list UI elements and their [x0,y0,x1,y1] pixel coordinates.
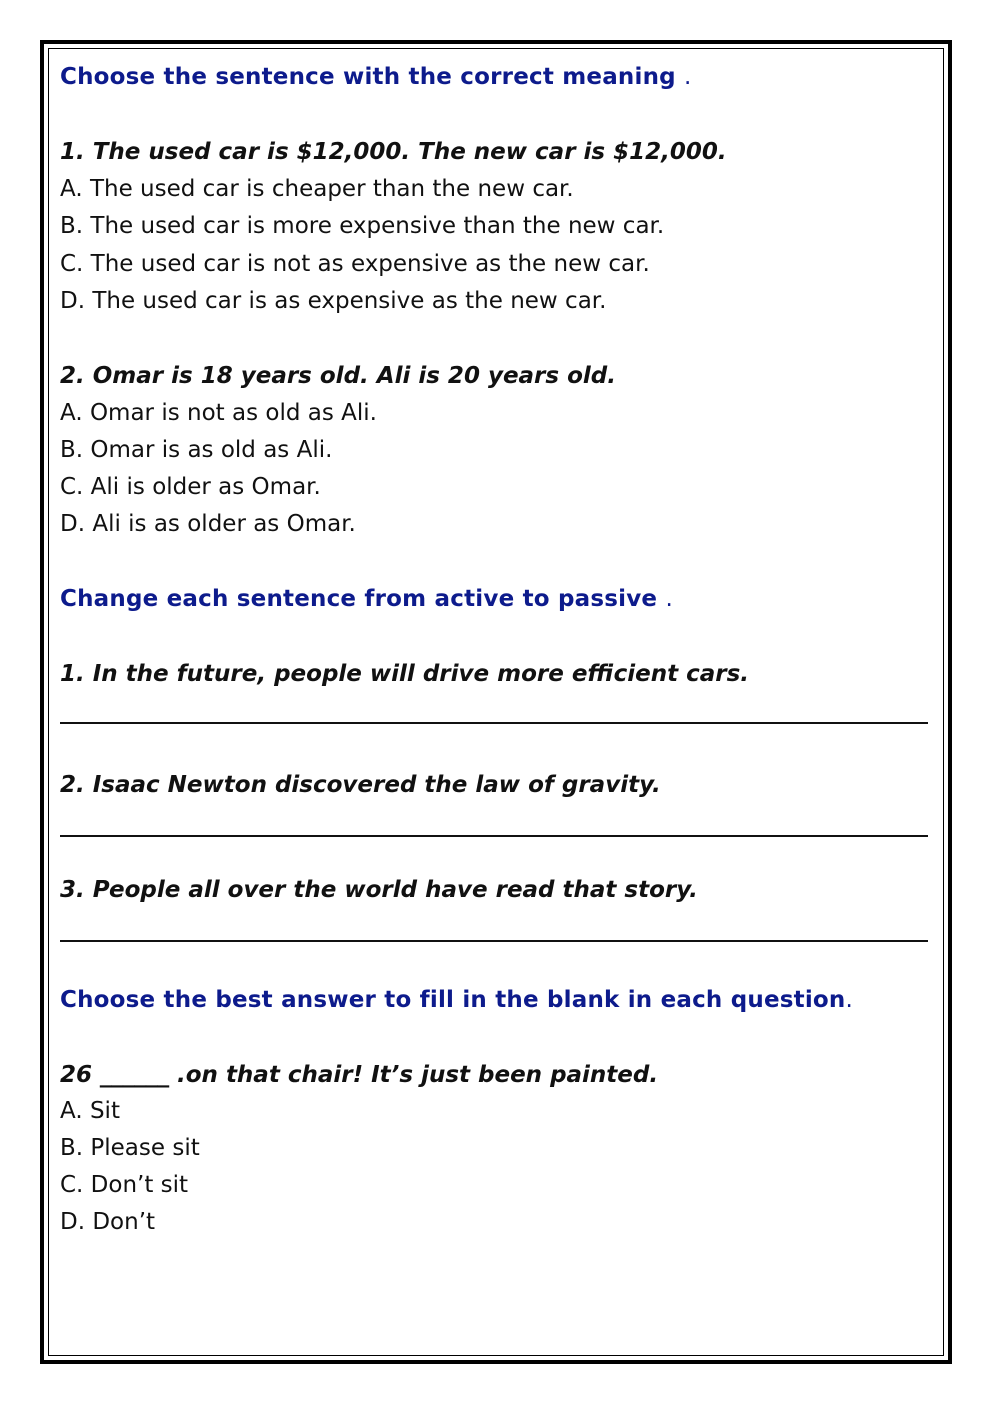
q1-question: 1. The used car is $12,000. The new car is $12,000. [60,139,727,165]
section2-heading [60,586,673,612]
q26-question: 26 ______ .on that chair! It’s just been painted. [60,1062,659,1088]
q26-option-a: A. Sit [60,1098,120,1124]
q2-question: 2. Omar is 18 years old. Ali is 20 years old. [60,363,616,389]
section2-heading-end: . [665,586,673,612]
q1-option-c: C. The used car is not as expensive as the new car. [60,251,650,277]
q26-option-b: B. Please sit [60,1135,200,1161]
section2-heading-text: Change each sentence from active to passive [60,586,658,612]
answer-line-3[interactable] [60,940,928,942]
q1-option-d: D. The used car is as expensive as the new car. [60,288,607,314]
section1-heading [60,64,692,90]
answer-line-2[interactable] [60,835,928,837]
q26-option-c: C. Don’t sit [60,1172,189,1198]
q2-option-d: D. Ali is as older as Omar. [60,511,356,537]
answer-line-1[interactable] [60,722,928,724]
q1-option-b: B. The used car is more expensive than the new car. [60,213,665,239]
passive-item-2: 2. Isaac Newton discovered the law of gravity. [60,772,661,798]
section1-heading-end: . [684,64,692,90]
q26-option-d: D. Don’t [60,1209,156,1235]
section3-heading-text: Choose the best answer to fill in the blank in each question [60,987,846,1013]
q2-option-b: B. Omar is as old as Ali. [60,437,333,463]
q2-option-a: A. Omar is not as old as Ali. [60,400,377,426]
q1-option-a: A. The used car is cheaper than the new car. [60,176,574,202]
passive-item-1: 1. In the future, people will drive more efficient cars. [60,661,750,687]
section3-heading-end: . [845,987,854,1013]
section3-heading [60,987,853,1013]
section1-heading-text: Choose the sentence with the correct meaning [60,64,676,90]
q2-option-c: C. Ali is older as Omar. [60,474,321,500]
passive-item-3: 3. People all over the world have read that story. [60,877,698,903]
